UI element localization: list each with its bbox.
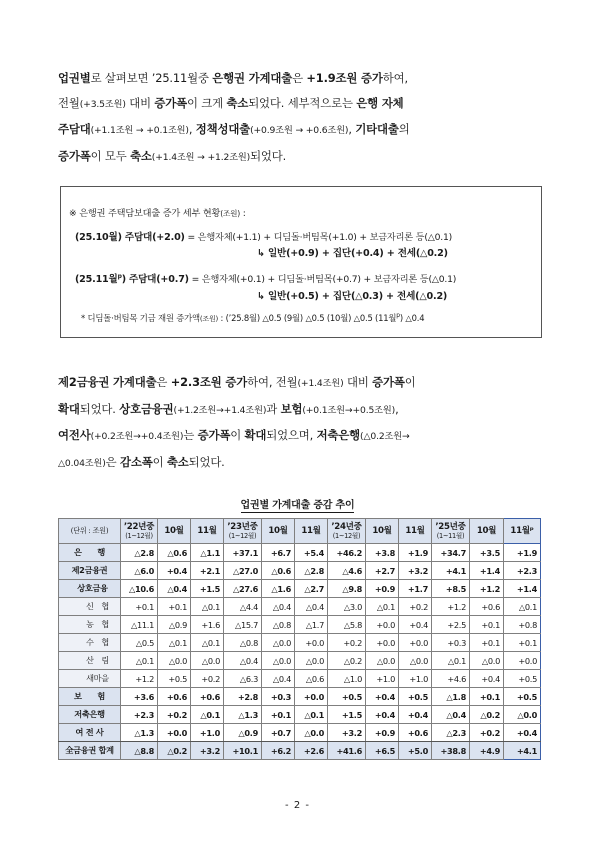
column-header — [262, 519, 295, 544]
table-cell: +2.8 — [224, 688, 262, 706]
table-cell: △6.3 — [224, 670, 262, 688]
column-header-label: ’23년중 — [227, 522, 258, 532]
table-cell: +0.2 — [470, 724, 504, 742]
column-header-label: 11월ᵖ — [510, 526, 534, 536]
text: 전월 — [58, 95, 80, 110]
table-cell: +10.1 — [224, 742, 262, 760]
column-header — [399, 519, 432, 544]
table-cell: △0.1 — [295, 706, 328, 724]
table-cell: +46.2 — [328, 544, 366, 562]
bold-text: 확대 — [58, 401, 80, 416]
text: 되었다. — [250, 148, 287, 163]
bold-text: 은행 자체 — [356, 95, 404, 110]
table-cell: +0.0 — [295, 634, 328, 652]
table-row — [59, 598, 541, 616]
table-cell: +1.7 — [399, 580, 432, 598]
paragraph-line — [58, 91, 538, 118]
text: 이 — [230, 428, 245, 443]
table-cell: +0.2 — [191, 670, 224, 688]
table-cell: △0.1 — [158, 634, 191, 652]
bold-text: 증가폭 — [154, 95, 187, 110]
table-cell: △2.8 — [121, 544, 158, 562]
table-cell: △0.2 — [470, 706, 504, 724]
table-row — [59, 652, 541, 670]
table-cell: △1.8 — [432, 688, 470, 706]
table-cell: △0.0 — [399, 652, 432, 670]
bold-text: (25.10월) 주담대(+2.0) — [75, 232, 185, 243]
table-cell: +0.8 — [504, 616, 541, 634]
column-header-period: (1~12월) — [125, 532, 153, 540]
table-cell: △0.0 — [504, 706, 541, 724]
table-cell: △6.0 — [121, 562, 158, 580]
table-cell: △0.1 — [432, 652, 470, 670]
table-cell: +1.9 — [399, 544, 432, 562]
table-cell: △27.6 — [224, 580, 262, 598]
table-cell: +0.7 — [262, 724, 295, 742]
table-cell: +1.4 — [470, 562, 504, 580]
table-cell: △0.0 — [262, 634, 295, 652]
row-label: 보 험 — [59, 688, 121, 706]
term-increase-amount: +1.9조원 증가 — [306, 71, 383, 85]
text: : — [240, 208, 246, 219]
table-cell: +0.2 — [158, 706, 191, 724]
table-cell: +0.6 — [158, 688, 191, 706]
table-cell: △11.1 — [121, 616, 158, 634]
text: 되었다. 세부적으로는 — [248, 95, 357, 110]
table-cell: △0.4 — [262, 598, 295, 616]
column-header-label: 11월 — [405, 526, 425, 536]
text: 이 — [152, 454, 167, 469]
bold-text: ↳ 일반(+0.9) + 집단(+0.4) + 전세(△0.2) — [257, 248, 448, 259]
table-cell: +3.6 — [121, 688, 158, 706]
bold-text: 상호금융권 — [119, 401, 174, 416]
table-cell: △0.0 — [158, 652, 191, 670]
note-nov-line — [75, 271, 456, 285]
table-cell: +3.8 — [366, 544, 399, 562]
table-cell: +0.5 — [328, 688, 366, 706]
paragraph-line — [58, 144, 538, 171]
paragraph-line — [58, 117, 538, 144]
column-header — [158, 519, 191, 544]
text: , — [188, 122, 196, 137]
bold-text: 감소폭 — [120, 454, 153, 469]
bold-text: 축소 — [166, 454, 189, 469]
table-row — [59, 688, 541, 706]
table-row — [59, 724, 541, 742]
text: ) 주담대(+0.7) — [121, 274, 189, 285]
table-cell: +2.6 — [295, 742, 328, 760]
note-oct-sub — [257, 245, 448, 259]
column-header-label: 10월 — [164, 526, 184, 536]
small-text: (+0.2조원→+0.4조원) — [90, 431, 184, 443]
table-cell: +1.0 — [366, 670, 399, 688]
column-header-period: (1~11월) — [436, 532, 465, 540]
table-cell: △0.4 — [158, 580, 191, 598]
column-header — [295, 519, 328, 544]
text: 업권별 가계대출 증감 추이 — [240, 500, 355, 511]
table-cell: +4.6 — [432, 670, 470, 688]
table-cell: +6.5 — [366, 742, 399, 760]
table-row — [59, 706, 541, 724]
table-cell: △0.4 — [262, 670, 295, 688]
table-cell: +41.6 — [328, 742, 366, 760]
small-text: △0.04조원) — [58, 457, 106, 469]
table-cell: +1.2 — [432, 598, 470, 616]
table-cell: △5.8 — [328, 616, 366, 634]
table-cell: +0.0 — [295, 688, 328, 706]
page-number: - 2 - — [285, 800, 310, 811]
column-header — [191, 519, 224, 544]
text: , — [348, 122, 356, 137]
row-label: 농 협 — [59, 616, 121, 634]
column-header-label: 11월 — [197, 526, 217, 536]
paragraph-bank-loans — [58, 66, 538, 170]
bold-text: ↳ 일반(+0.5) + 집단(△0.3) + 전세(△0.2) — [257, 291, 448, 302]
table-row — [59, 742, 541, 760]
column-header-label: 10월 — [268, 526, 288, 536]
table-cell: +4.1 — [432, 562, 470, 580]
bold-text — [75, 274, 189, 285]
paragraph-line — [58, 450, 538, 477]
table-cell: +0.0 — [504, 652, 541, 670]
text: ※ 은행권 주택담보대출 증가 세부 현황 — [69, 208, 221, 219]
text: : (’25.8월) △0.5 (9월) △0.5 (10월) △0.5 (11월 — [218, 313, 397, 323]
table-cell: △0.0 — [262, 652, 295, 670]
table-cell: △0.1 — [191, 706, 224, 724]
table-cell: +0.1 — [470, 616, 504, 634]
table-cell: +0.4 — [366, 688, 399, 706]
table-cell: +0.1 — [262, 706, 295, 724]
table-cell: +0.4 — [399, 706, 432, 724]
table-cell: +3.2 — [328, 724, 366, 742]
table-header-row — [59, 519, 541, 544]
table-cell: △0.4 — [224, 652, 262, 670]
unit-label: (단위 : 조원) — [59, 519, 121, 544]
table-cell: △1.6 — [262, 580, 295, 598]
text: 대비 — [343, 375, 373, 389]
column-header — [328, 519, 366, 544]
table-cell: +0.4 — [158, 562, 191, 580]
bold-text: 증가폭 — [372, 375, 405, 389]
table-cell: +5.0 — [399, 742, 432, 760]
table-cell: +0.5 — [504, 688, 541, 706]
column-header-period: (1~12월) — [228, 532, 257, 540]
table-cell: △2.3 — [432, 724, 470, 742]
table-cell: +3.5 — [470, 544, 504, 562]
table-cell: +1.0 — [191, 724, 224, 742]
table-cell: △0.1 — [504, 598, 541, 616]
bold-text: 기타대출 — [355, 122, 399, 137]
column-header-label: ’22년중 — [123, 522, 155, 532]
table-cell: +0.6 — [399, 724, 432, 742]
table-cell: +8.5 — [432, 580, 470, 598]
table-cell: +5.4 — [295, 544, 328, 562]
paragraph-line — [58, 370, 538, 397]
text: = 은행자체(+1.1) + 디딤돌·버팀목(+1.0) + 보금자리론 등(△0.1) — [184, 232, 452, 243]
small-text: (△0.2조원→ — [360, 431, 410, 443]
table-cell: △0.1 — [191, 598, 224, 616]
row-label: 제2금융권 — [59, 562, 121, 580]
table-cell: +2.3 — [121, 706, 158, 724]
household-loan-table — [58, 518, 541, 760]
table-cell: +0.4 — [470, 670, 504, 688]
table-cell: +1.2 — [121, 670, 158, 688]
note-oct-line — [75, 229, 452, 243]
table-cell: +1.6 — [191, 616, 224, 634]
table-cell: +0.3 — [432, 634, 470, 652]
column-header-label: ’25년중 — [435, 522, 466, 532]
column-header — [470, 519, 504, 544]
table-cell: △0.0 — [295, 652, 328, 670]
row-label: 은 행 — [59, 544, 121, 562]
table-cell: △1.7 — [295, 616, 328, 634]
text: 는 — [183, 428, 198, 443]
column-header-period: (1~12월) — [332, 532, 361, 540]
text: 대비 — [125, 95, 155, 110]
bold-text: 축소 — [226, 95, 249, 110]
table-cell: △4.4 — [224, 598, 262, 616]
table-cell: △1.3 — [121, 724, 158, 742]
table-cell: +0.1 — [158, 598, 191, 616]
row-label: 수 협 — [59, 634, 121, 652]
column-header-label: 10월 — [476, 526, 497, 536]
table-cell: △0.5 — [121, 634, 158, 652]
small-text: (+1.1조원 → +0.1조원) — [90, 125, 189, 137]
table-cell: +37.1 — [224, 544, 262, 562]
text: 하여, — [382, 71, 408, 85]
table-cell: +4.9 — [470, 742, 504, 760]
small-text: (+3.5조원) — [79, 98, 126, 110]
unit-text: (조원) — [199, 315, 219, 323]
text: = 은행자체(+0.1) + 디딤돌·버팀목(+0.7) + 보금자리론 등(△0.1) — [188, 274, 457, 285]
table-cell: +0.0 — [399, 634, 432, 652]
table-cell: +6.2 — [262, 742, 295, 760]
table-cell: +0.0 — [366, 616, 399, 634]
table-cell: +0.5 — [158, 670, 191, 688]
note-nov-sub — [257, 288, 447, 302]
small-text: (+1.4조원) — [297, 378, 344, 389]
table-cell: △1.3 — [224, 706, 262, 724]
table-cell: △0.6 — [158, 544, 191, 562]
table-cell: +0.4 — [504, 724, 541, 742]
table-row — [59, 634, 541, 652]
text: ) △0.4 — [399, 313, 425, 323]
table-cell: △1.1 — [191, 544, 224, 562]
table-cell: △0.0 — [295, 724, 328, 742]
table-cell: △1.0 — [328, 670, 366, 688]
table-cell: △0.9 — [224, 724, 262, 742]
unit-text: (조원) — [220, 209, 241, 218]
row-label: 여 전 사 — [59, 724, 121, 742]
table-cell: +0.1 — [504, 634, 541, 652]
table-cell: +1.5 — [191, 580, 224, 598]
table-cell: +0.9 — [366, 724, 399, 742]
column-header — [121, 519, 158, 544]
table-cell: +0.0 — [366, 634, 399, 652]
table-row — [59, 616, 541, 634]
superscript: p — [396, 312, 400, 320]
bold-text: 확대 — [244, 428, 267, 443]
row-label: 全금융권 합계 — [59, 742, 121, 760]
column-header-label: 11월 — [301, 526, 321, 536]
table-cell: △3.0 — [328, 598, 366, 616]
row-label: 새마을 — [59, 670, 121, 688]
table-cell: △0.1 — [121, 652, 158, 670]
table-cell: +1.5 — [328, 706, 366, 724]
column-header-label: 10월 — [372, 526, 392, 536]
table-cell: △0.4 — [295, 598, 328, 616]
row-label: 저축은행 — [59, 706, 121, 724]
column-header — [504, 519, 541, 544]
table-title — [0, 496, 595, 511]
paragraph-line — [58, 66, 538, 91]
text: 되었으며, — [266, 428, 317, 443]
column-header-label: ’24년중 — [331, 522, 362, 532]
column-header — [224, 519, 262, 544]
table-cell: +0.5 — [504, 670, 541, 688]
table-cell: +0.2 — [399, 598, 432, 616]
row-label: 신 협 — [59, 598, 121, 616]
table-cell: △0.2 — [158, 742, 191, 760]
table-cell: +1.0 — [399, 670, 432, 688]
text: 이 — [404, 375, 416, 389]
small-text: (+1.4조원 → +1.2조원) — [151, 151, 251, 163]
text: 로 살펴보면 ’25.11월중 — [90, 71, 213, 85]
bold-text: 주담대 — [58, 122, 91, 137]
table-cell: △15.7 — [224, 616, 262, 634]
paragraph-nonbank-loans — [58, 370, 538, 476]
table-row — [59, 562, 541, 580]
table-cell: +1.2 — [470, 580, 504, 598]
bold-text: 보험 — [280, 401, 303, 416]
table-cell: △10.6 — [121, 580, 158, 598]
note-title — [69, 205, 246, 219]
table-cell: △0.9 — [158, 616, 191, 634]
table-cell: +0.1 — [470, 688, 504, 706]
table-row — [59, 544, 541, 562]
table-cell: +0.6 — [470, 598, 504, 616]
table-cell: △0.0 — [191, 652, 224, 670]
small-text: (+1.2조원→+1.4조원) — [173, 404, 267, 416]
row-label: 상호금융 — [59, 580, 121, 598]
text: 되었다. — [188, 454, 225, 469]
table-row — [59, 580, 541, 598]
table-cell: +34.7 — [432, 544, 470, 562]
term-by-sector: 업권별 — [58, 71, 91, 85]
note-footnote — [81, 312, 424, 324]
text: 과 — [266, 401, 281, 416]
text: 이 모두 — [90, 148, 131, 163]
table-cell: +0.1 — [470, 634, 504, 652]
table-cell: +0.9 — [366, 580, 399, 598]
table-cell: △0.1 — [191, 634, 224, 652]
text: 은 — [105, 454, 120, 469]
column-header — [366, 519, 399, 544]
table-cell: △0.8 — [262, 616, 295, 634]
small-text: (+0.1조원→+0.5조원) — [302, 404, 396, 416]
table-cell: △0.2 — [328, 652, 366, 670]
table-cell: △0.0 — [366, 652, 399, 670]
table-cell: +1.9 — [504, 544, 541, 562]
bold-text: 축소 — [130, 148, 152, 163]
bold-text: 저축은행 — [316, 428, 361, 443]
table-cell: △9.8 — [328, 580, 366, 598]
table-cell: △0.4 — [432, 706, 470, 724]
table-cell: +3.2 — [399, 562, 432, 580]
bold-text: 제2금융권 가계대출 — [58, 375, 157, 389]
table-cell: +0.6 — [191, 688, 224, 706]
table-cell: +0.4 — [399, 616, 432, 634]
text: , — [395, 401, 399, 416]
table-cell: +0.4 — [366, 706, 399, 724]
bold-text: 정책성대출 — [195, 122, 251, 137]
table-cell: +0.2 — [328, 634, 366, 652]
paragraph-line — [58, 397, 538, 424]
superscript: p — [117, 272, 122, 280]
paragraph-line — [58, 423, 538, 450]
text: 되었다. — [79, 401, 120, 416]
table-cell: +6.7 — [262, 544, 295, 562]
table-cell: △4.6 — [328, 562, 366, 580]
table-cell: △2.8 — [295, 562, 328, 580]
table-cell: +2.7 — [366, 562, 399, 580]
table-cell: △0.0 — [470, 652, 504, 670]
bold-text: 여전사 — [58, 428, 91, 443]
text: 은 — [292, 71, 307, 85]
text: 하여, 전월 — [247, 375, 298, 389]
table-cell: +1.4 — [504, 580, 541, 598]
table-cell: +4.1 — [504, 742, 541, 760]
text: (25.11월 — [75, 274, 118, 285]
table-row — [59, 670, 541, 688]
table-body — [59, 544, 541, 760]
table-cell: +38.8 — [432, 742, 470, 760]
small-text: (+0.9조원 → +0.6조원) — [250, 125, 349, 137]
bold-text: 증가폭 — [58, 148, 91, 163]
column-header — [432, 519, 470, 544]
table-cell: △0.1 — [366, 598, 399, 616]
text: * 디딤돌·버팀목 기금 재원 증가액 — [81, 313, 200, 323]
table-cell: △8.8 — [121, 742, 158, 760]
table-cell: +2.5 — [432, 616, 470, 634]
bold-text: +2.3조원 증가 — [170, 375, 248, 389]
mortgage-detail-note-box — [60, 186, 542, 338]
table-cell: △27.0 — [224, 562, 262, 580]
table-cell: △0.8 — [224, 634, 262, 652]
bold-text: 증가폭 — [197, 428, 231, 443]
table-cell: +3.2 — [191, 742, 224, 760]
table-cell: △0.6 — [262, 562, 295, 580]
table-cell: +2.1 — [191, 562, 224, 580]
text: 이 크게 — [186, 95, 227, 110]
table-cell: +2.3 — [504, 562, 541, 580]
table-cell: +0.0 — [158, 724, 191, 742]
text: 의 — [398, 122, 410, 137]
table-cell: △0.6 — [295, 670, 328, 688]
table-cell: △2.7 — [295, 580, 328, 598]
term-bank-household-loans: 은행권 가계대출 — [212, 71, 293, 85]
table-cell: +0.3 — [262, 688, 295, 706]
table-cell: +0.1 — [121, 598, 158, 616]
table-cell: +0.5 — [399, 688, 432, 706]
text: 은 — [156, 375, 171, 389]
row-label: 산 림 — [59, 652, 121, 670]
